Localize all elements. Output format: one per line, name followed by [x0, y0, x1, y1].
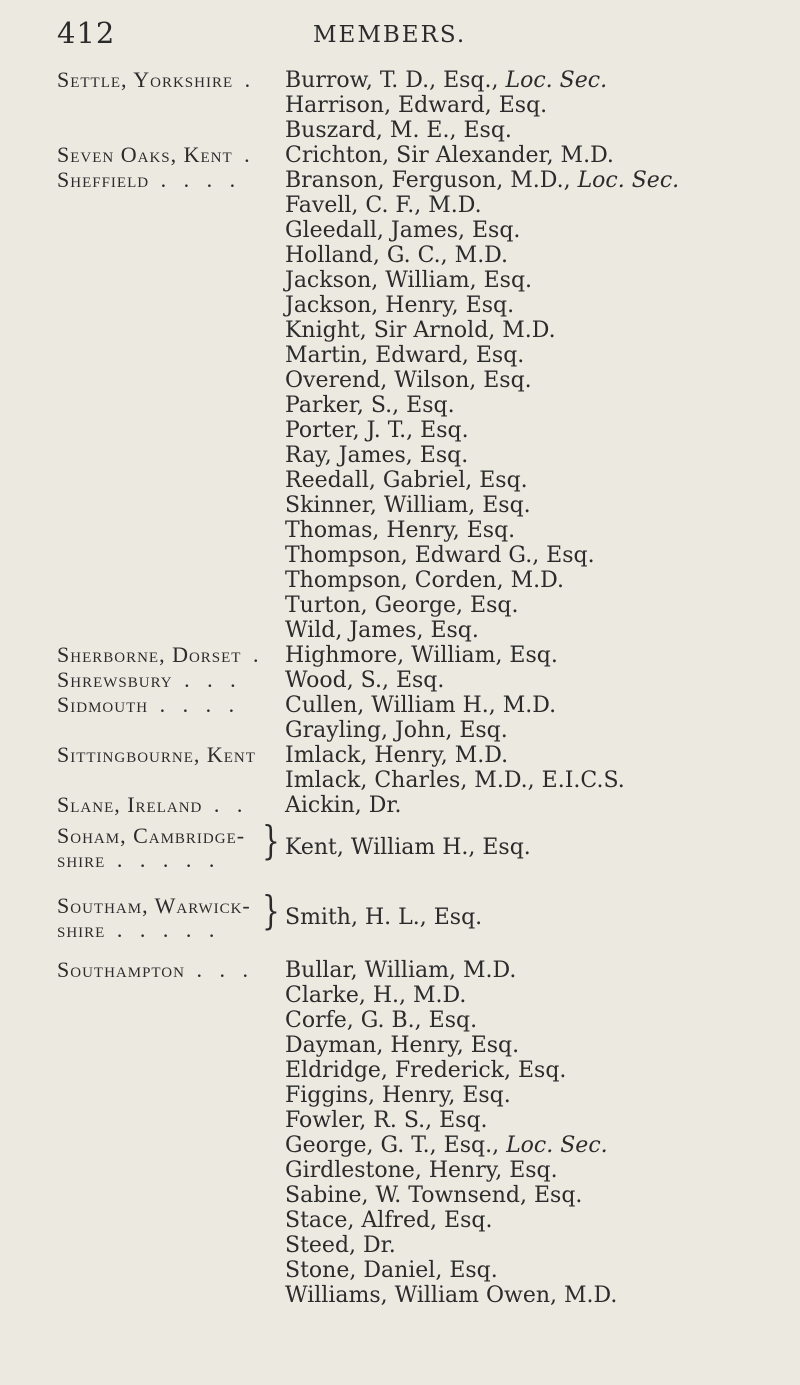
member-group	[285, 793, 795, 818]
leader-dots: . . . . .	[105, 847, 221, 872]
member-entry: Martin, Edward, Esq.	[285, 343, 525, 368]
place-name	[57, 642, 265, 667]
member-group	[285, 693, 795, 743]
member-entry: Aickin, Dr.	[285, 793, 402, 818]
member-entry: Fowler, R. S., Esq.	[285, 1108, 488, 1133]
member-entry: Grayling, John, Esq.	[285, 718, 508, 743]
member-entry: Thompson, Edward G., Esq.	[285, 543, 595, 568]
brace-mark: }	[262, 887, 280, 934]
member-entry: Favell, C. F., M.D.	[285, 193, 482, 218]
place-label: Southam, Warwick-	[57, 893, 251, 918]
place-name-continued	[57, 848, 262, 872]
leader-dots: . . . . .	[105, 917, 221, 942]
place-label: shire	[57, 847, 106, 872]
member-entry: Buszard, M. E., Esq.	[285, 118, 512, 143]
member-entry: Bullar, William, M.D.	[285, 958, 517, 983]
place-name-continued	[57, 918, 262, 942]
member-entry: George, G. T., Esq., Loc. Sec.	[285, 1133, 608, 1158]
member-entry: Smith, H. L., Esq.	[285, 905, 483, 930]
leader-dots: .	[233, 67, 257, 92]
member-entry: Turton, George, Esq.	[285, 593, 519, 618]
member-entry: Stone, Daniel, Esq.	[285, 1258, 498, 1283]
member-entry: Clarke, H., M.D.	[285, 983, 467, 1008]
place-label: Sidmouth	[57, 692, 149, 717]
member-entry: Imlack, Charles, M.D., E.I.C.S.	[285, 768, 625, 793]
member-entry: Highmore, William, Esq.	[285, 643, 558, 668]
member-entry: Figgins, Henry, Esq.	[285, 1083, 511, 1108]
member-entry: Girdlestone, Henry, Esq.	[285, 1158, 558, 1183]
member-entry: Jackson, William, Esq.	[285, 268, 533, 293]
member-entry: Kent, William H., Esq.	[285, 835, 531, 860]
member-group	[285, 958, 795, 1308]
place-label: Southampton	[57, 957, 185, 982]
place-label: Settle, Yorkshire	[57, 67, 234, 92]
member-entry: Sabine, W. Townsend, Esq.	[285, 1183, 583, 1208]
member-entry: Wild, James, Esq.	[285, 618, 479, 643]
place-name	[57, 143, 262, 167]
place-name	[57, 693, 262, 717]
member-group	[285, 643, 795, 668]
place-name	[57, 824, 262, 848]
member-entry: Dayman, Henry, Esq.	[285, 1033, 520, 1058]
place-name	[57, 743, 262, 767]
place-label: Sherborne, Dorset	[57, 642, 242, 667]
leader-dots: . .	[202, 792, 249, 817]
member-entry: Holland, G. C., M.D.	[285, 243, 509, 268]
place-name	[57, 68, 262, 92]
member-entry: Steed, Dr.	[285, 1233, 396, 1258]
member-entry: Branson, Ferguson, M.D., Loc. Sec.	[285, 168, 680, 193]
place-label: shire	[57, 917, 106, 942]
member-group	[285, 743, 795, 793]
place-name	[57, 793, 262, 817]
place-label: Soham, Cambridge-	[57, 823, 246, 848]
place-name	[57, 668, 262, 692]
member-entry: Porter, J. T., Esq.	[285, 418, 469, 443]
place-label: Shrewsbury	[57, 667, 173, 692]
member-group	[285, 668, 795, 693]
member-entry: Reedall, Gabriel, Esq.	[285, 468, 528, 493]
member-entry: Overend, Wilson, Esq.	[285, 368, 532, 393]
member-entry: Wood, S., Esq.	[285, 668, 445, 693]
place-label: Seven Oaks, Kent	[57, 142, 233, 167]
member-group	[285, 68, 795, 143]
place-name	[57, 894, 262, 918]
member-entry: Ray, James, Esq.	[285, 443, 469, 468]
member-entry: Eldridge, Frederick, Esq.	[285, 1058, 567, 1083]
member-entry: Cullen, William H., M.D.	[285, 693, 557, 718]
leader-dots: .	[241, 642, 265, 667]
member-entry: Gleedall, James, Esq.	[285, 218, 521, 243]
member-entry: Corfe, G. B., Esq.	[285, 1008, 478, 1033]
member-entry: Parker, S., Esq.	[285, 393, 455, 418]
leader-dots: . . . .	[149, 167, 242, 192]
member-entry: Stace, Alfred, Esq.	[285, 1208, 493, 1233]
member-entry: Harrison, Edward, Esq.	[285, 93, 548, 118]
place-name	[57, 168, 262, 192]
member-entry: Burrow, T. D., Esq., Loc. Sec.	[285, 68, 608, 93]
member-entry: Imlack, Henry, M.D.	[285, 743, 509, 768]
member-group	[285, 143, 795, 168]
member-entry: Williams, William Owen, M.D.	[285, 1283, 618, 1308]
member-group	[285, 835, 795, 860]
place-name	[57, 958, 262, 982]
member-entry: Thompson, Corden, M.D.	[285, 568, 564, 593]
member-entry: Knight, Sir Arnold, M.D.	[285, 318, 556, 343]
place-label: Slane, Ireland	[57, 792, 203, 817]
leader-dots: . . .	[184, 957, 254, 982]
place-label: Sheffield	[57, 167, 150, 192]
place-label: Sittingbourne, Kent	[57, 742, 256, 767]
member-entry: Jackson, Henry, Esq.	[285, 293, 515, 318]
running-head: MEMBERS.	[313, 22, 467, 48]
brace-mark: }	[262, 817, 280, 864]
member-entry: Thomas, Henry, Esq.	[285, 518, 516, 543]
leader-dots: . . .	[172, 667, 242, 692]
member-entry: Skinner, William, Esq.	[285, 493, 531, 518]
member-entry: Crichton, Sir Alexander, M.D.	[285, 143, 614, 168]
member-group	[285, 168, 795, 643]
leader-dots: .	[232, 142, 256, 167]
member-group	[285, 905, 795, 930]
page-number: 412	[57, 16, 116, 50]
leader-dots: . . . .	[148, 692, 241, 717]
